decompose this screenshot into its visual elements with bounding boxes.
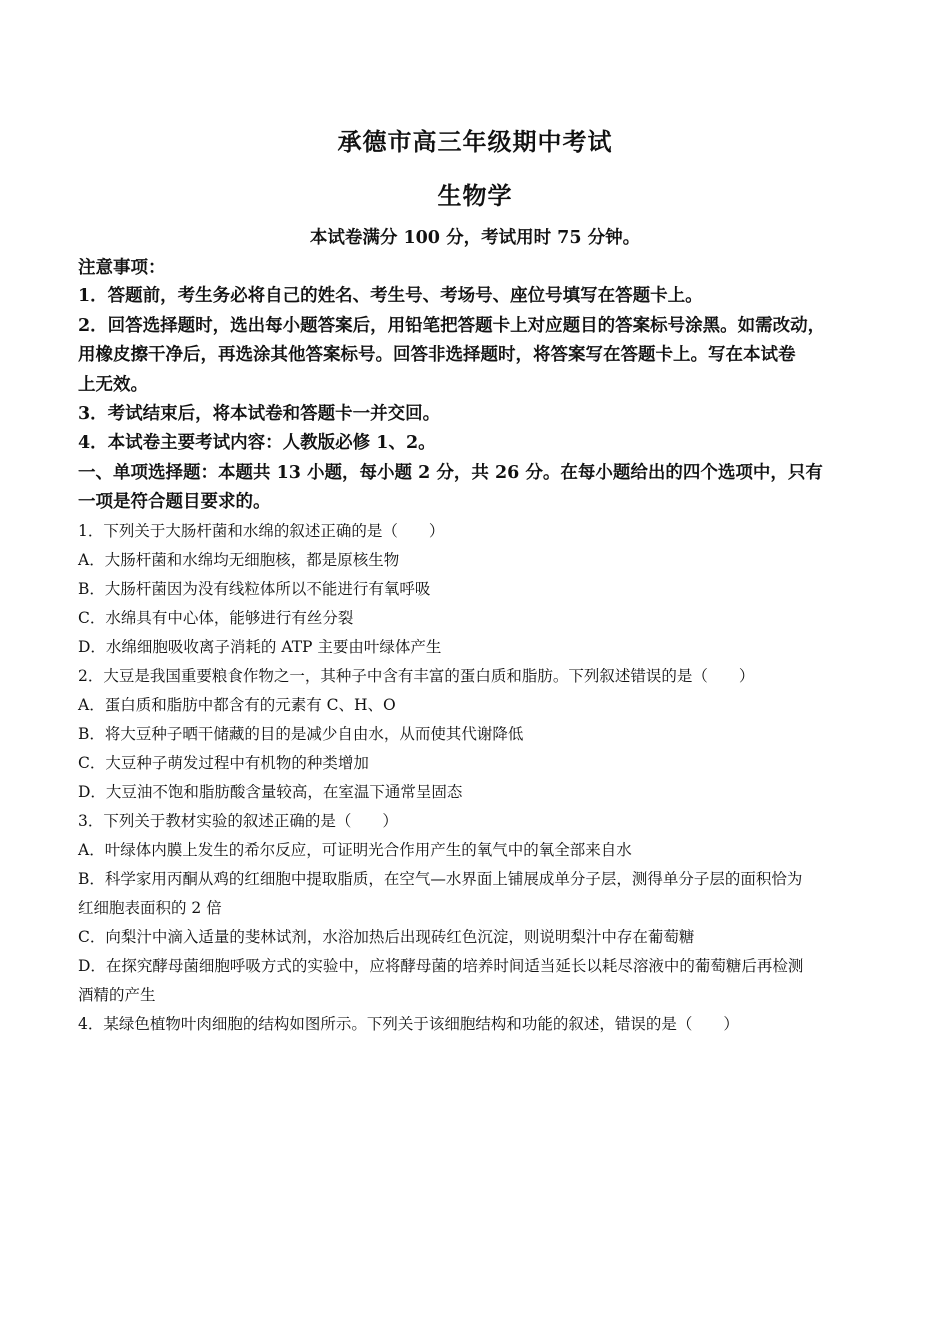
question-option: A．蛋白质和脂肪中都含有的元素有 C、H、O [78, 696, 396, 714]
section-heading: 一、单项选择题：本题共 13 小题，每小题 2 分，共 26 分。在每小题给出的四个选项中，只有 [78, 463, 823, 483]
question-option: 红细胞表面积的 2 倍 [78, 899, 222, 917]
question-option: D．在探究酵母菌细胞呼吸方式的实验中，应将酵母菌的培养时间适当延长以耗尽溶液中的葡萄糖后再检测 [78, 957, 804, 975]
notes-heading: 注意事项： [78, 258, 166, 278]
note-line: 上无效。 [78, 375, 148, 395]
question-option: D．大豆油不饱和脂肪酸含量较高，在室温下通常呈固态 [78, 783, 463, 801]
note-line: 3．考试结束后，将本试卷和答题卡一并交回。 [78, 404, 441, 424]
exam-info: 本试卷满分 100 分，考试用时 75 分钟。 [309, 228, 641, 248]
question-option: C．大豆种子萌发过程中有机物的种类增加 [78, 754, 369, 772]
note-line: 1．答题前，考生务必将自己的姓名、考生号、考场号、座位号填写在答题卡上。 [78, 286, 703, 306]
question-option: A．叶绿体内膜上发生的希尔反应，可证明光合作用产生的氧气中的氧全部来自水 [78, 841, 632, 859]
subject-title: 生物学 [437, 181, 513, 210]
question-option: B．大肠杆菌因为没有线粒体所以不能进行有氧呼吸 [78, 580, 431, 598]
note-line: 用橡皮擦干净后，再选涂其他答案标号。回答非选择题时，将答案写在答题卡上。写在本试卷 [78, 345, 796, 365]
section-heading: 一项是符合题目要求的。 [78, 492, 271, 512]
question-option: B．将大豆种子晒干储藏的目的是减少自由水，从而使其代谢降低 [78, 725, 524, 743]
note-line: 2．回答选择题时，选出每小题答案后，用铅笔把答题卡上对应题目的答案标号涂黑。如需改动， [78, 316, 826, 336]
exam-title: 承德市高三年级期中考试 [337, 127, 613, 156]
question-stem: 2．大豆是我国重要粮食作物之一，其种子中含有丰富的蛋白质和脂肪。下列叙述错误的是（ ） [78, 667, 755, 685]
question-option: A．大肠杆菌和水绵均无细胞核，都是原核生物 [78, 551, 400, 569]
question-option: B．科学家用丙酮从鸡的红细胞中提取脂质，在空气—水界面上铺展成单分子层，测得单分子层的面积恰为 [78, 870, 803, 888]
question-option: C．向梨汁中滴入适量的斐林试剂，水浴加热后出现砖红色沉淀，则说明梨汁中存在葡萄糖 [78, 928, 695, 946]
question-stem: 3．下列关于教材实验的叙述正确的是（ ） [78, 812, 398, 830]
question-option: 酒精的产生 [78, 986, 156, 1004]
question-option: D．水绵细胞吸收离子消耗的 ATP 主要由叶绿体产生 [78, 638, 442, 656]
question-option: C．水绵具有中心体，能够进行有丝分裂 [78, 609, 354, 627]
question-stem: 4．某绿色植物叶肉细胞的结构如图所示。下列关于该细胞结构和功能的叙述，错误的是（ ） [78, 1015, 739, 1033]
note-line: 4．本试卷主要考试内容：人教版必修 1、2。 [78, 433, 436, 453]
question-stem: 1．下列关于大肠杆菌和水绵的叙述正确的是（ ） [78, 522, 445, 540]
